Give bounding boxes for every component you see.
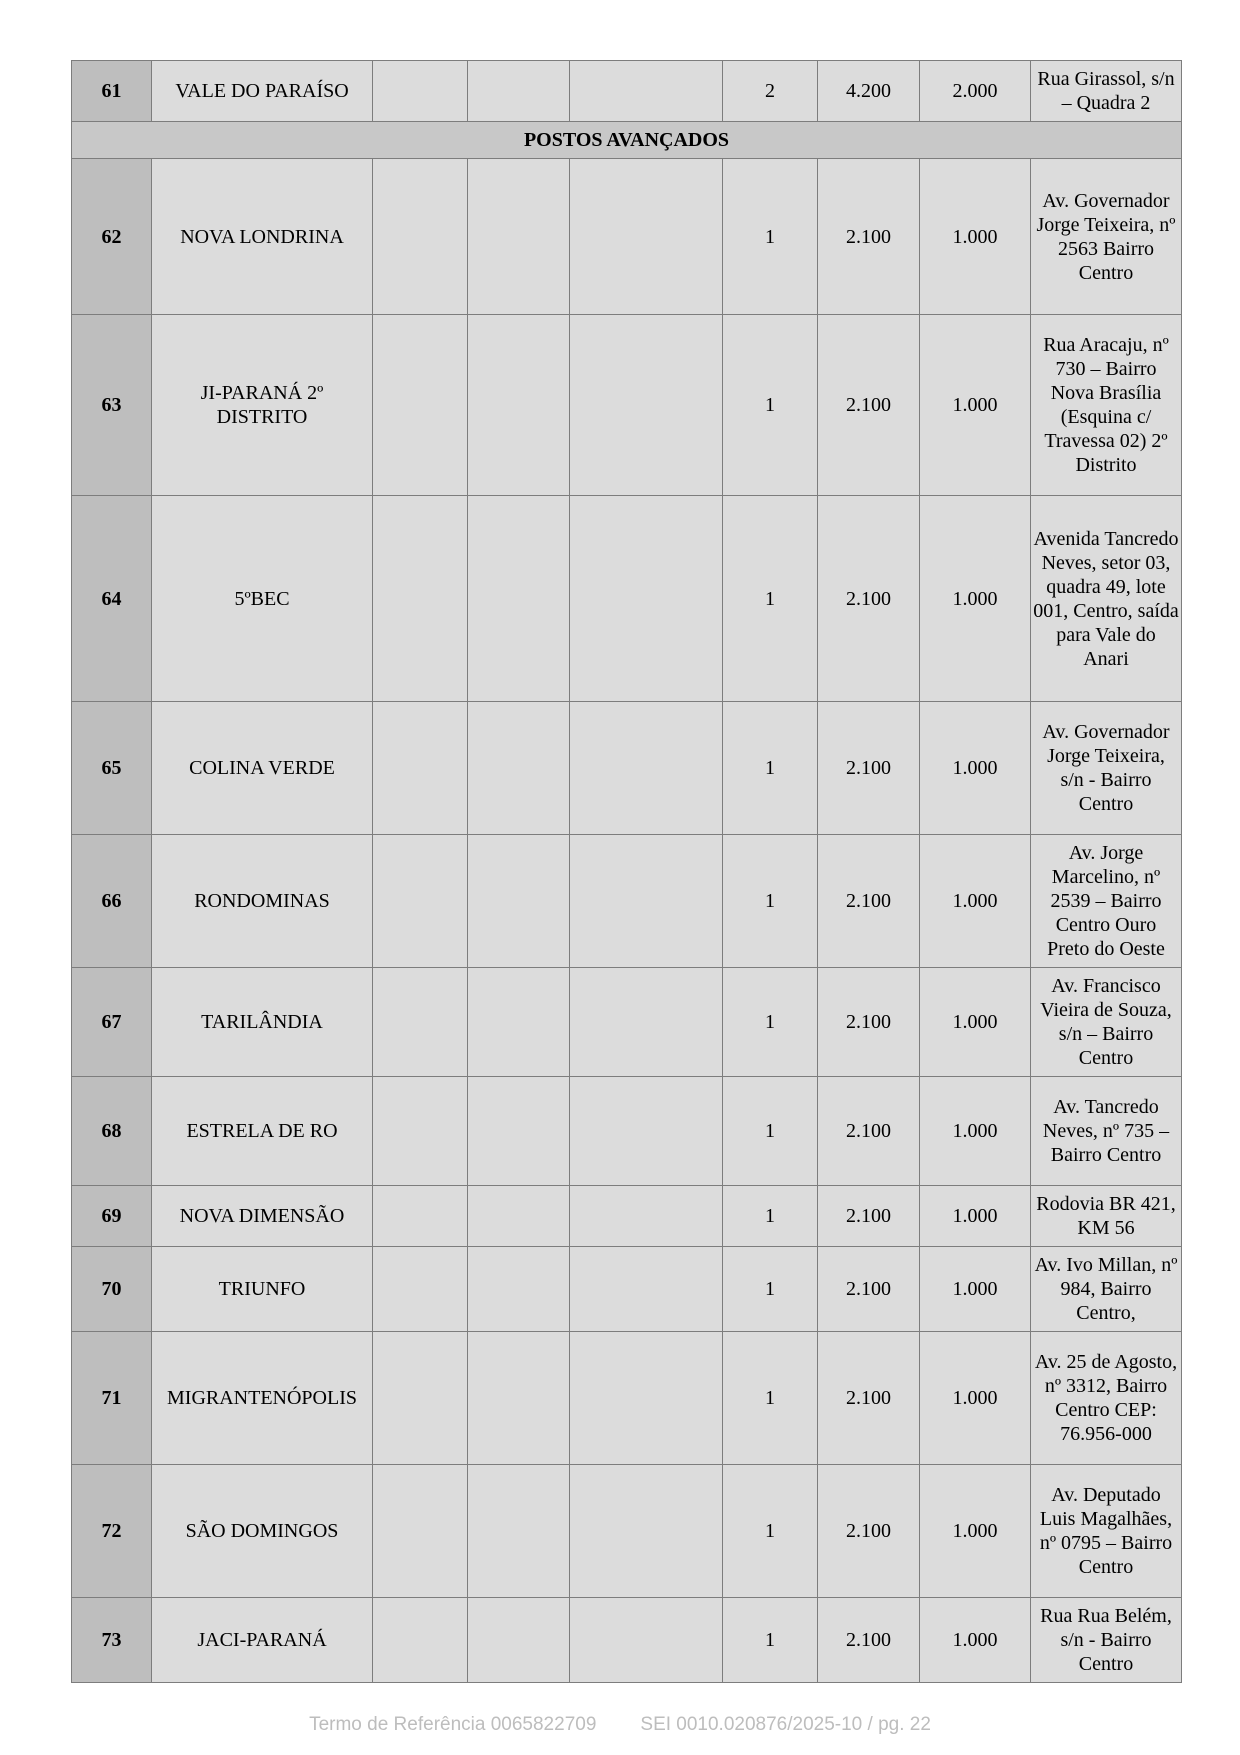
section-title: POSTOS AVANÇADOS <box>72 122 1182 159</box>
value-cell-2: 1.000 <box>920 1465 1031 1598</box>
empty-cell <box>468 968 570 1077</box>
row-number: 64 <box>72 496 152 702</box>
postos-table <box>71 60 1182 1683</box>
quantity-cell: 1 <box>723 496 818 702</box>
empty-cell <box>373 1077 468 1186</box>
empty-cell <box>570 1186 723 1247</box>
row-number: 63 <box>72 315 152 496</box>
value-cell-1: 2.100 <box>818 1247 920 1332</box>
value-cell-2: 1.000 <box>920 1247 1031 1332</box>
location-name: 5ºBEC <box>152 496 373 702</box>
table-row <box>72 61 1182 122</box>
location-name: RONDOMINAS <box>152 835 373 968</box>
address-cell: Av. Jorge Marcelino, nº 2539 – Bairro Centro Ouro Preto do Oeste <box>1031 835 1182 968</box>
value-cell-2: 1.000 <box>920 835 1031 968</box>
empty-cell <box>570 1598 723 1683</box>
value-cell-2: 1.000 <box>920 702 1031 835</box>
table-row <box>72 1332 1182 1465</box>
value-cell-1: 2.100 <box>818 1332 920 1465</box>
value-cell-1: 2.100 <box>818 315 920 496</box>
location-name: MIGRANTENÓPOLIS <box>152 1332 373 1465</box>
row-number: 62 <box>72 159 152 315</box>
empty-cell <box>468 835 570 968</box>
empty-cell <box>468 1465 570 1598</box>
quantity-cell: 1 <box>723 315 818 496</box>
empty-cell <box>468 1247 570 1332</box>
value-cell-2: 1.000 <box>920 1186 1031 1247</box>
empty-cell <box>468 702 570 835</box>
row-number: 61 <box>72 61 152 122</box>
value-cell-1: 2.100 <box>818 835 920 968</box>
empty-cell <box>373 496 468 702</box>
value-cell-1: 2.100 <box>818 1465 920 1598</box>
quantity-cell: 1 <box>723 702 818 835</box>
location-name: SÃO DOMINGOS <box>152 1465 373 1598</box>
empty-cell <box>373 702 468 835</box>
empty-cell <box>468 1332 570 1465</box>
empty-cell <box>373 159 468 315</box>
address-cell: Av. Governador Jorge Teixeira, nº 2563 Bairro Centro <box>1031 159 1182 315</box>
row-number: 72 <box>72 1465 152 1598</box>
address-cell: Av. 25 de Agosto, nº 3312, Bairro Centro CEP: 76.956-000 <box>1031 1332 1182 1465</box>
location-name: NOVA LONDRINA <box>152 159 373 315</box>
empty-cell <box>570 61 723 122</box>
table-row <box>72 1077 1182 1186</box>
quantity-cell: 1 <box>723 1332 818 1465</box>
row-number: 70 <box>72 1247 152 1332</box>
quantity-cell: 1 <box>723 968 818 1077</box>
address-cell: Av. Governador Jorge Teixeira, s/n - Bairro Centro <box>1031 702 1182 835</box>
location-name: TARILÂNDIA <box>152 968 373 1077</box>
row-number: 71 <box>72 1332 152 1465</box>
value-cell-1: 4.200 <box>818 61 920 122</box>
empty-cell <box>570 835 723 968</box>
address-cell: Rodovia BR 421, KM 56 <box>1031 1186 1182 1247</box>
address-cell: Avenida Tancredo Neves, setor 03, quadra 49, lote 001, Centro, saída para Vale do Anari <box>1031 496 1182 702</box>
empty-cell <box>468 496 570 702</box>
empty-cell <box>468 1598 570 1683</box>
value-cell-2: 1.000 <box>920 1598 1031 1683</box>
value-cell-2: 1.000 <box>920 315 1031 496</box>
empty-cell <box>570 1247 723 1332</box>
row-number: 69 <box>72 1186 152 1247</box>
empty-cell <box>468 1077 570 1186</box>
location-name: COLINA VERDE <box>152 702 373 835</box>
row-number: 66 <box>72 835 152 968</box>
row-number: 73 <box>72 1598 152 1683</box>
row-number: 68 <box>72 1077 152 1186</box>
table-row <box>72 496 1182 702</box>
value-cell-2: 1.000 <box>920 1332 1031 1465</box>
empty-cell <box>373 1598 468 1683</box>
table-row <box>72 159 1182 315</box>
value-cell-1: 2.100 <box>818 1077 920 1186</box>
value-cell-2: 1.000 <box>920 159 1031 315</box>
value-cell-1: 2.100 <box>818 159 920 315</box>
value-cell-1: 2.100 <box>818 702 920 835</box>
empty-cell <box>468 315 570 496</box>
empty-cell <box>373 61 468 122</box>
quantity-cell: 1 <box>723 835 818 968</box>
table-row <box>72 968 1182 1077</box>
value-cell-1: 2.100 <box>818 1598 920 1683</box>
footer-reference: Termo de Referência 0065822709 <box>309 1714 597 1735</box>
table-row <box>72 1465 1182 1598</box>
empty-cell <box>468 1186 570 1247</box>
empty-cell <box>373 1332 468 1465</box>
value-cell-2: 1.000 <box>920 1077 1031 1186</box>
row-number: 67 <box>72 968 152 1077</box>
empty-cell <box>373 968 468 1077</box>
table-row <box>72 1186 1182 1247</box>
location-name: JI-PARANÁ 2º DISTRITO <box>152 315 373 496</box>
empty-cell <box>468 61 570 122</box>
empty-cell <box>468 159 570 315</box>
location-name: ESTRELA DE RO <box>152 1077 373 1186</box>
empty-cell <box>570 315 723 496</box>
address-cell: Rua Girassol, s/n – Quadra 2 <box>1031 61 1182 122</box>
value-cell-1: 2.100 <box>818 496 920 702</box>
empty-cell <box>373 835 468 968</box>
address-cell: Av. Francisco Vieira de Souza, s/n – Bairro Centro <box>1031 968 1182 1077</box>
quantity-cell: 1 <box>723 1598 818 1683</box>
empty-cell <box>373 1186 468 1247</box>
location-name: NOVA DIMENSÃO <box>152 1186 373 1247</box>
value-cell-1: 2.100 <box>818 1186 920 1247</box>
empty-cell <box>570 1077 723 1186</box>
table-row <box>72 315 1182 496</box>
empty-cell <box>373 1247 468 1332</box>
value-cell-2: 1.000 <box>920 496 1031 702</box>
table-row <box>72 1247 1182 1332</box>
location-name: TRIUNFO <box>152 1247 373 1332</box>
quantity-cell: 1 <box>723 1465 818 1598</box>
location-name: JACI-PARANÁ <box>152 1598 373 1683</box>
quantity-cell: 2 <box>723 61 818 122</box>
empty-cell <box>373 315 468 496</box>
table-row <box>72 1598 1182 1683</box>
value-cell-2: 1.000 <box>920 968 1031 1077</box>
value-cell-2: 2.000 <box>920 61 1031 122</box>
empty-cell <box>373 1465 468 1598</box>
quantity-cell: 1 <box>723 1186 818 1247</box>
footer-sei-page: SEI 0010.020876/2025-10 / pg. 22 <box>640 1714 931 1735</box>
quantity-cell: 1 <box>723 1077 818 1186</box>
table-row <box>72 835 1182 968</box>
quantity-cell: 1 <box>723 1247 818 1332</box>
row-number: 65 <box>72 702 152 835</box>
address-cell: Av. Tancredo Neves, nº 735 – Bairro Centro <box>1031 1077 1182 1186</box>
page-footer <box>0 1714 1240 1736</box>
address-cell: Rua Rua Belém, s/n - Bairro Centro <box>1031 1598 1182 1683</box>
value-cell-1: 2.100 <box>818 968 920 1077</box>
empty-cell <box>570 1332 723 1465</box>
address-cell: Av. Ivo Millan, nº 984, Bairro Centro, <box>1031 1247 1182 1332</box>
section-row <box>72 122 1182 159</box>
empty-cell <box>570 968 723 1077</box>
empty-cell <box>570 496 723 702</box>
table-row <box>72 702 1182 835</box>
address-cell: Av. Deputado Luis Magalhães, nº 0795 – Bairro Centro <box>1031 1465 1182 1598</box>
location-name: VALE DO PARAÍSO <box>152 61 373 122</box>
empty-cell <box>570 1465 723 1598</box>
empty-cell <box>570 159 723 315</box>
quantity-cell: 1 <box>723 159 818 315</box>
empty-cell <box>570 702 723 835</box>
address-cell: Rua Aracaju, nº 730 – Bairro Nova Brasília (Esquina c/ Travessa 02) 2º Distrito <box>1031 315 1182 496</box>
